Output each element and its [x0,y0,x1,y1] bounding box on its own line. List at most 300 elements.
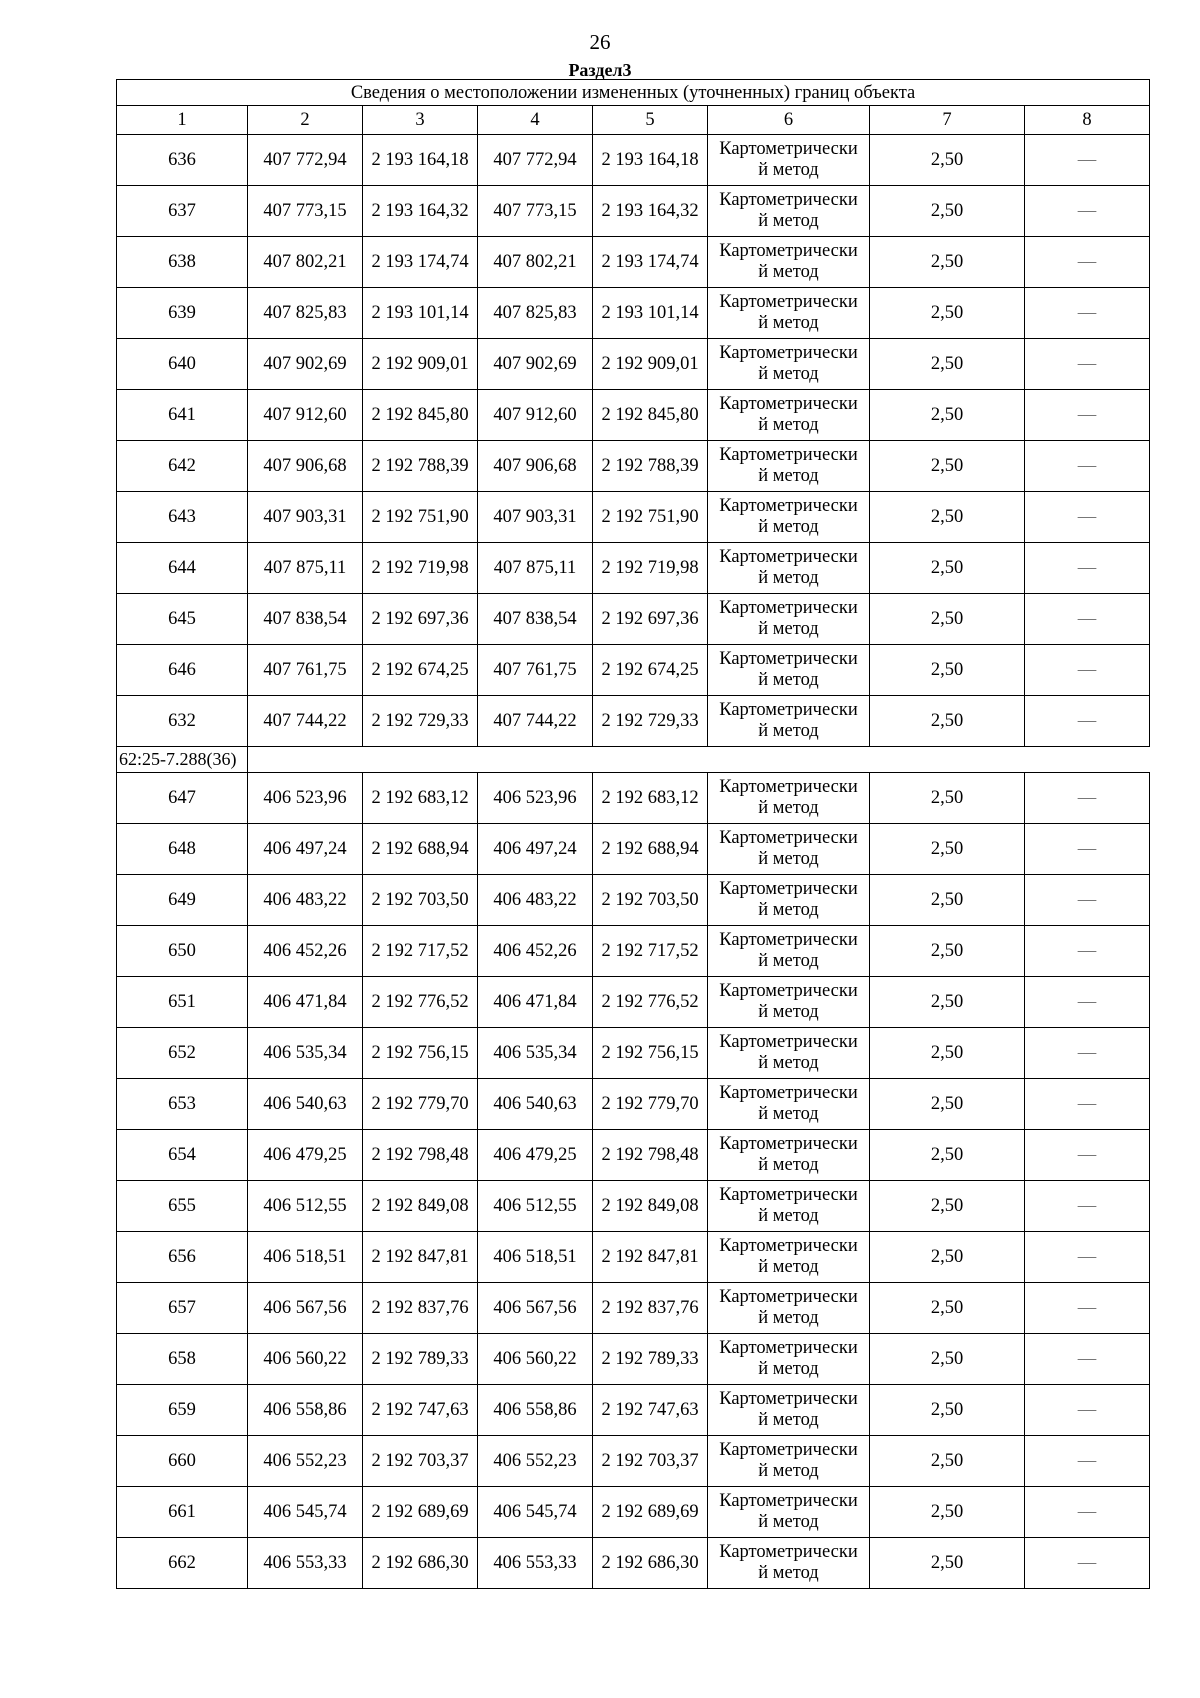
method-cell [708,339,870,390]
method-text-line-2: й метод [758,568,819,588]
accuracy-cell: 2,50 [870,773,1025,824]
note-cell: — [1025,339,1150,390]
x-new-cell: 407 802,21 [478,237,593,288]
x-new-cell: 406 518,51 [478,1232,593,1283]
x-old-cell: 406 552,23 [248,1436,363,1487]
x-old-cell: 407 912,60 [248,390,363,441]
table-row [117,543,1150,594]
y-old-cell: 2 193 101,14 [363,288,478,339]
point-number-cell: 658 [117,1334,248,1385]
x-old-cell: 407 761,75 [248,645,363,696]
y-new-cell: 2 192 697,36 [593,594,708,645]
y-old-cell: 2 192 798,48 [363,1130,478,1181]
x-new-cell: 406 471,84 [478,977,593,1028]
group-row [117,747,1150,773]
method-text-line-1: Картометрически [719,1032,858,1052]
method-cell [708,875,870,926]
note-cell: — [1025,1028,1150,1079]
table-row [117,696,1150,747]
y-old-cell: 2 192 686,30 [363,1538,478,1589]
method-text-line-2: й метод [758,466,819,486]
y-new-cell: 2 192 837,76 [593,1283,708,1334]
page-number: 26 [589,30,611,54]
x-old-cell: 406 540,63 [248,1079,363,1130]
method-text-line-1: Картометрически [719,1338,858,1358]
accuracy-cell: 2,50 [870,237,1025,288]
x-old-cell: 406 483,22 [248,875,363,926]
x-old-cell: 407 906,68 [248,441,363,492]
y-old-cell: 2 193 164,18 [363,135,478,186]
x-old-cell: 407 772,94 [248,135,363,186]
method-text-line-1: Картометрически [719,496,858,516]
table-row [117,441,1150,492]
method-cell [708,135,870,186]
x-new-cell: 406 497,24 [478,824,593,875]
x-new-cell: 406 535,34 [478,1028,593,1079]
table-row [117,492,1150,543]
point-number-cell: 656 [117,1232,248,1283]
column-number: 1 [117,106,248,135]
x-new-cell: 406 483,22 [478,875,593,926]
table-caption: Сведения о местоположении измененных (уточненных) границ объекта [117,80,1150,106]
point-number-cell: 638 [117,237,248,288]
method-cell [708,288,870,339]
x-new-cell: 407 838,54 [478,594,593,645]
method-cell [708,1283,870,1334]
y-old-cell: 2 192 719,98 [363,543,478,594]
x-new-cell: 406 558,86 [478,1385,593,1436]
accuracy-cell: 2,50 [870,390,1025,441]
y-new-cell: 2 193 164,32 [593,186,708,237]
y-new-cell: 2 192 703,37 [593,1436,708,1487]
table-row [117,1334,1150,1385]
method-text-line-1: Картометрически [719,649,858,669]
x-old-cell: 406 471,84 [248,977,363,1028]
method-text-line-1: Картометрически [719,190,858,210]
point-number-cell: 650 [117,926,248,977]
table-row [117,1079,1150,1130]
method-cell [708,186,870,237]
note-cell: — [1025,594,1150,645]
y-new-cell: 2 192 729,33 [593,696,708,747]
table-row [117,875,1150,926]
method-cell [708,1436,870,1487]
y-new-cell: 2 192 756,15 [593,1028,708,1079]
y-old-cell: 2 193 164,32 [363,186,478,237]
table-row [117,135,1150,186]
x-old-cell: 406 523,96 [248,773,363,824]
point-number-cell: 660 [117,1436,248,1487]
method-text-line-1: Картометрически [719,1440,858,1460]
method-text-line-2: й метод [758,1053,819,1073]
method-text-line-2: й метод [758,1104,819,1124]
y-old-cell: 2 192 717,52 [363,926,478,977]
method-text-line-1: Картометрически [719,700,858,720]
x-old-cell: 406 518,51 [248,1232,363,1283]
column-number: 3 [363,106,478,135]
method-text-line-2: й метод [758,1206,819,1226]
note-cell: — [1025,696,1150,747]
x-old-cell: 406 479,25 [248,1130,363,1181]
method-text-line-1: Картометрически [719,445,858,465]
point-number-cell: 648 [117,824,248,875]
method-cell [708,543,870,594]
method-cell [708,1538,870,1589]
method-text-line-2: й метод [758,1563,819,1583]
method-cell [708,1181,870,1232]
x-old-cell: 406 512,55 [248,1181,363,1232]
point-number-cell: 645 [117,594,248,645]
y-new-cell: 2 192 751,90 [593,492,708,543]
column-number: 4 [478,106,593,135]
x-old-cell: 406 452,26 [248,926,363,977]
method-text-line-2: й метод [758,900,819,920]
x-old-cell: 407 875,11 [248,543,363,594]
point-number-cell: 640 [117,339,248,390]
method-text-line-2: й метод [758,1308,819,1328]
method-text-line-2: й метод [758,1461,819,1481]
table-row [117,1436,1150,1487]
x-new-cell: 407 825,83 [478,288,593,339]
x-new-cell: 406 552,23 [478,1436,593,1487]
method-text-line-2: й метод [758,1512,819,1532]
accuracy-cell: 2,50 [870,875,1025,926]
x-new-cell: 406 560,22 [478,1334,593,1385]
accuracy-cell: 2,50 [870,1538,1025,1589]
method-text-line-2: й метод [758,211,819,231]
method-text-line-2: й метод [758,262,819,282]
note-cell: — [1025,135,1150,186]
y-old-cell: 2 192 779,70 [363,1079,478,1130]
point-number-cell: 655 [117,1181,248,1232]
method-text-line-2: й метод [758,670,819,690]
table-row [117,1028,1150,1079]
accuracy-cell: 2,50 [870,1283,1025,1334]
table-row [117,1283,1150,1334]
accuracy-cell: 2,50 [870,1028,1025,1079]
accuracy-cell: 2,50 [870,1385,1025,1436]
y-new-cell: 2 192 776,52 [593,977,708,1028]
y-new-cell: 2 192 788,39 [593,441,708,492]
table-row [117,926,1150,977]
table-row [117,237,1150,288]
note-cell: — [1025,390,1150,441]
y-old-cell: 2 192 751,90 [363,492,478,543]
note-cell: — [1025,773,1150,824]
x-new-cell: 406 452,26 [478,926,593,977]
accuracy-cell: 2,50 [870,339,1025,390]
table-caption-row [117,80,1150,106]
y-old-cell: 2 192 729,33 [363,696,478,747]
column-number: 6 [708,106,870,135]
y-new-cell: 2 192 747,63 [593,1385,708,1436]
point-number-cell: 659 [117,1385,248,1436]
x-old-cell: 406 558,86 [248,1385,363,1436]
method-cell [708,926,870,977]
method-cell [708,1028,870,1079]
method-text-line-2: й метод [758,160,819,180]
y-new-cell: 2 192 798,48 [593,1130,708,1181]
table-row [117,186,1150,237]
point-number-cell: 644 [117,543,248,594]
table-group-separator [117,747,1150,773]
y-new-cell: 2 192 674,25 [593,645,708,696]
method-text-line-2: й метод [758,1002,819,1022]
table-row [117,773,1150,824]
table-row [117,1538,1150,1589]
x-new-cell: 407 875,11 [478,543,593,594]
method-text-line-1: Картометрически [719,1542,858,1562]
x-new-cell: 407 906,68 [478,441,593,492]
x-old-cell: 406 567,56 [248,1283,363,1334]
method-cell [708,977,870,1028]
method-text-line-1: Картометрически [719,394,858,414]
point-number-cell: 646 [117,645,248,696]
method-text-line-1: Картометрически [719,1185,858,1205]
method-cell [708,492,870,543]
note-cell: — [1025,1232,1150,1283]
accuracy-cell: 2,50 [870,645,1025,696]
point-number-cell: 661 [117,1487,248,1538]
point-number-cell: 649 [117,875,248,926]
section-title: Раздел3 [568,60,632,80]
point-number-cell: 657 [117,1283,248,1334]
x-old-cell: 406 497,24 [248,824,363,875]
y-old-cell: 2 192 845,80 [363,390,478,441]
method-cell [708,824,870,875]
method-text-line-2: й метод [758,619,819,639]
method-text-line-2: й метод [758,313,819,333]
method-text-line-1: Картометрически [719,1083,858,1103]
y-old-cell: 2 192 703,50 [363,875,478,926]
accuracy-cell: 2,50 [870,1232,1025,1283]
table-row [117,1487,1150,1538]
accuracy-cell: 2,50 [870,594,1025,645]
note-cell: — [1025,1079,1150,1130]
table-row [117,645,1150,696]
point-number-cell: 647 [117,773,248,824]
point-number-cell: 636 [117,135,248,186]
point-number-cell: 652 [117,1028,248,1079]
point-number-cell: 639 [117,288,248,339]
y-new-cell: 2 192 688,94 [593,824,708,875]
method-text-line-1: Картометрически [719,547,858,567]
y-new-cell: 2 192 789,33 [593,1334,708,1385]
coordinates-table [116,79,1150,1589]
y-old-cell: 2 192 689,69 [363,1487,478,1538]
method-cell [708,594,870,645]
column-number-row [117,106,1150,135]
method-text-line-1: Картометрически [719,981,858,1001]
note-cell: — [1025,237,1150,288]
method-cell [708,441,870,492]
y-new-cell: 2 192 847,81 [593,1232,708,1283]
column-number: 5 [593,106,708,135]
method-text-line-2: й метод [758,798,819,818]
x-old-cell: 407 902,69 [248,339,363,390]
point-number-cell: 654 [117,1130,248,1181]
x-old-cell: 406 535,34 [248,1028,363,1079]
accuracy-cell: 2,50 [870,1334,1025,1385]
y-old-cell: 2 192 776,52 [363,977,478,1028]
accuracy-cell: 2,50 [870,1487,1025,1538]
y-old-cell: 2 192 909,01 [363,339,478,390]
method-text-line-1: Картометрически [719,598,858,618]
x-new-cell: 407 744,22 [478,696,593,747]
method-text-line-1: Картометрически [719,1491,858,1511]
point-number-cell: 662 [117,1538,248,1589]
method-cell [708,1232,870,1283]
accuracy-cell: 2,50 [870,1079,1025,1130]
x-new-cell: 407 912,60 [478,390,593,441]
note-cell: — [1025,1538,1150,1589]
y-new-cell: 2 192 686,30 [593,1538,708,1589]
accuracy-cell: 2,50 [870,543,1025,594]
x-new-cell: 406 523,96 [478,773,593,824]
accuracy-cell: 2,50 [870,696,1025,747]
method-text-line-1: Картометрически [719,292,858,312]
y-old-cell: 2 192 674,25 [363,645,478,696]
y-old-cell: 2 192 789,33 [363,1334,478,1385]
note-cell: — [1025,645,1150,696]
method-cell [708,1487,870,1538]
table-row [117,288,1150,339]
accuracy-cell: 2,50 [870,977,1025,1028]
x-new-cell: 406 567,56 [478,1283,593,1334]
method-text-line-1: Картометрически [719,139,858,159]
point-number-cell: 637 [117,186,248,237]
y-new-cell: 2 192 779,70 [593,1079,708,1130]
y-new-cell: 2 192 845,80 [593,390,708,441]
x-new-cell: 406 545,74 [478,1487,593,1538]
method-text-line-1: Картометрически [719,879,858,899]
y-new-cell: 2 192 689,69 [593,1487,708,1538]
accuracy-cell: 2,50 [870,492,1025,543]
accuracy-cell: 2,50 [870,135,1025,186]
method-cell [708,237,870,288]
note-cell: — [1025,186,1150,237]
method-text-line-2: й метод [758,1257,819,1277]
method-text-line-1: Картометрически [719,777,858,797]
y-old-cell: 2 192 837,76 [363,1283,478,1334]
y-old-cell: 2 192 688,94 [363,824,478,875]
y-old-cell: 2 192 683,12 [363,773,478,824]
y-new-cell: 2 192 719,98 [593,543,708,594]
x-new-cell: 406 479,25 [478,1130,593,1181]
x-old-cell: 406 545,74 [248,1487,363,1538]
method-text-line-1: Картометрически [719,343,858,363]
x-old-cell: 407 802,21 [248,237,363,288]
method-text-line-2: й метод [758,951,819,971]
note-cell: — [1025,543,1150,594]
x-new-cell: 407 772,94 [478,135,593,186]
y-old-cell: 2 192 849,08 [363,1181,478,1232]
method-text-line-1: Картометрически [719,241,858,261]
point-number-cell: 642 [117,441,248,492]
method-cell [708,696,870,747]
y-new-cell: 2 192 683,12 [593,773,708,824]
note-cell: — [1025,288,1150,339]
method-text-line-2: й метод [758,849,819,869]
y-old-cell: 2 192 703,37 [363,1436,478,1487]
column-number: 2 [248,106,363,135]
method-text-line-2: й метод [758,1155,819,1175]
note-cell: — [1025,1130,1150,1181]
note-cell: — [1025,1334,1150,1385]
x-old-cell: 407 903,31 [248,492,363,543]
method-text-line-1: Картометрически [719,828,858,848]
point-number-cell: 632 [117,696,248,747]
x-old-cell: 407 744,22 [248,696,363,747]
accuracy-cell: 2,50 [870,926,1025,977]
group-row-filler [248,747,1150,773]
note-cell: — [1025,1436,1150,1487]
method-text-line-1: Картометрически [719,1389,858,1409]
note-cell: — [1025,824,1150,875]
note-cell: — [1025,441,1150,492]
y-new-cell: 2 192 717,52 [593,926,708,977]
accuracy-cell: 2,50 [870,1130,1025,1181]
note-cell: — [1025,1181,1150,1232]
y-old-cell: 2 192 847,81 [363,1232,478,1283]
method-text-line-1: Картометрически [719,930,858,950]
table-row [117,594,1150,645]
group-label: 62:25-7.288(36) [117,747,248,773]
x-old-cell: 407 773,15 [248,186,363,237]
note-cell: — [1025,875,1150,926]
accuracy-cell: 2,50 [870,288,1025,339]
point-number-cell: 643 [117,492,248,543]
x-new-cell: 406 540,63 [478,1079,593,1130]
method-cell [708,1079,870,1130]
x-new-cell: 407 761,75 [478,645,593,696]
table-row [117,1385,1150,1436]
x-old-cell: 407 838,54 [248,594,363,645]
method-cell [708,645,870,696]
accuracy-cell: 2,50 [870,186,1025,237]
table-row [117,977,1150,1028]
accuracy-cell: 2,50 [870,1181,1025,1232]
y-new-cell: 2 193 101,14 [593,288,708,339]
table-row [117,339,1150,390]
table-body-second-group [117,773,1150,1589]
method-text-line-1: Картометрически [719,1236,858,1256]
method-text-line-2: й метод [758,517,819,537]
method-text-line-2: й метод [758,721,819,741]
x-new-cell: 407 773,15 [478,186,593,237]
note-cell: — [1025,1385,1150,1436]
x-old-cell: 407 825,83 [248,288,363,339]
column-number: 8 [1025,106,1150,135]
x-new-cell: 406 553,33 [478,1538,593,1589]
method-cell [708,1334,870,1385]
accuracy-cell: 2,50 [870,441,1025,492]
y-new-cell: 2 192 909,01 [593,339,708,390]
accuracy-cell: 2,50 [870,1436,1025,1487]
y-old-cell: 2 192 756,15 [363,1028,478,1079]
column-number: 7 [870,106,1025,135]
y-new-cell: 2 193 174,74 [593,237,708,288]
note-cell: — [1025,926,1150,977]
method-text-line-2: й метод [758,415,819,435]
method-text-line-2: й метод [758,364,819,384]
x-new-cell: 407 903,31 [478,492,593,543]
point-number-cell: 651 [117,977,248,1028]
note-cell: — [1025,1283,1150,1334]
note-cell: — [1025,492,1150,543]
note-cell: — [1025,977,1150,1028]
point-number-cell: 641 [117,390,248,441]
